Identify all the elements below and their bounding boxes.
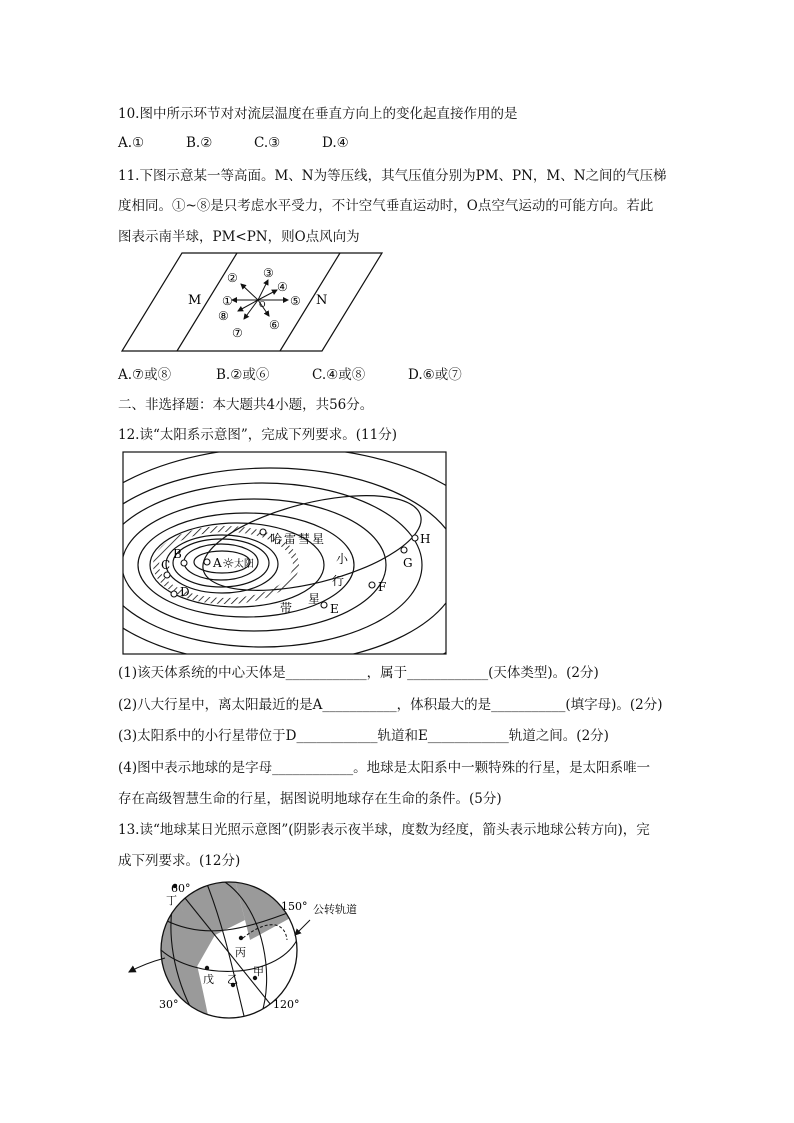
planet-c bbox=[164, 572, 170, 578]
q11-option-d: D.⑥或⑦ bbox=[408, 367, 462, 383]
arrow-label-8: ⑧ bbox=[218, 309, 229, 323]
point-yi-label: 乙 bbox=[227, 973, 238, 986]
q12-part3: (3)太阳系中的小行星带位于D____________轨道和E____________轨道之间。(2分) bbox=[118, 728, 609, 744]
q12-part4-line2: 存在高级智慧生命的行星，据图说明地球存在生命的条件。(5分) bbox=[118, 791, 502, 807]
revolution-arrow bbox=[129, 958, 165, 972]
q10-option-a: A.① bbox=[118, 135, 145, 151]
q11-stem-line1: 11.下图示意某一等高面。M、N为等压线，其气压值分别为PM、PN，M、N之间的气压梯 bbox=[118, 168, 667, 184]
planet-h bbox=[412, 535, 418, 541]
planet-g-label: G bbox=[403, 556, 413, 570]
arrow-label-7: ⑦ bbox=[232, 326, 243, 340]
belt-char-2: 行 bbox=[332, 574, 345, 588]
q11-stem-line3: 图表示南半球，PM<PN，则O点风向为 bbox=[118, 229, 360, 245]
arrow-label-4: ④ bbox=[277, 280, 288, 294]
planet-d-label: D bbox=[180, 585, 190, 599]
arrow-label-1: ① bbox=[222, 294, 233, 308]
orbit-pointer-arrow bbox=[295, 920, 310, 935]
planet-f bbox=[369, 582, 375, 588]
isobar-m-label: M bbox=[188, 293, 202, 308]
orbit-label: 公转轨道 bbox=[313, 903, 357, 916]
point-o-label: O bbox=[259, 300, 266, 309]
planet-b bbox=[181, 560, 187, 566]
q11-option-b: B.②或⑥ bbox=[216, 367, 270, 383]
arrow-7 bbox=[244, 300, 258, 319]
arrow-8 bbox=[238, 300, 258, 311]
sun-label: 太阳 bbox=[234, 559, 254, 570]
isobar-figure bbox=[120, 250, 385, 355]
q10-options bbox=[118, 134, 349, 152]
planet-b-label: B bbox=[173, 547, 182, 561]
comet-label: 哈雷彗星 bbox=[270, 532, 327, 546]
solar-system-figure bbox=[122, 451, 448, 656]
sun-icon: ☼ bbox=[222, 556, 235, 572]
lon-120-label: 120° bbox=[273, 998, 300, 1011]
lon-60-label: 60° bbox=[171, 882, 191, 895]
q12-part2: (2)八大行星中，离太阳最近的是A___________，体积最大的是___________(填字母)。(2分) bbox=[118, 697, 663, 713]
plane-parallelogram bbox=[122, 253, 382, 351]
planet-e bbox=[321, 602, 327, 608]
q10-option-b: B.② bbox=[186, 135, 213, 151]
point-jia-label: 甲 bbox=[253, 965, 264, 978]
planet-g bbox=[401, 547, 407, 553]
planet-e-label: E bbox=[330, 602, 339, 616]
planet-c-label: C bbox=[161, 558, 171, 572]
q11-stem-line2: 度相同。①~⑧是只考虑水平受力，不计空气垂直运动时，O点空气运动的可能方向。若此 bbox=[118, 198, 654, 214]
q12-stem: 12.读“太阳系示意图”，完成下列要求。(11分) bbox=[118, 427, 397, 443]
point-wu bbox=[205, 966, 209, 970]
earth-illumination-figure bbox=[125, 880, 365, 1020]
arrow-label-3: ③ bbox=[263, 266, 274, 280]
q13-stem-line2: 成下列要求。(12分) bbox=[118, 853, 241, 869]
planet-a-label: A bbox=[213, 556, 222, 570]
q13-stem-line1: 13.读“地球某日光照示意图”(阴影表示夜半球，度数为经度，箭头表示地球公转方向)，完 bbox=[118, 822, 650, 838]
q10-option-c: C.③ bbox=[254, 135, 281, 151]
planet-f-label: F bbox=[378, 580, 387, 594]
q11-options bbox=[118, 366, 462, 384]
point-wu-label: 戊 bbox=[203, 973, 214, 986]
point-bing-label: 丙 bbox=[235, 946, 246, 959]
planet-h-label: H bbox=[420, 532, 431, 546]
isobar-n-label: N bbox=[316, 293, 328, 308]
comet-marker bbox=[260, 529, 266, 535]
belt-char-3: 星 bbox=[308, 592, 321, 606]
belt-char-4: 带 bbox=[280, 601, 293, 615]
q12-part4-line1: (4)图中表示地球的是字母____________。地球是太阳系中一颗特殊的行星，是太阳系唯一 bbox=[118, 760, 651, 776]
lon-150-label: 150° bbox=[281, 900, 308, 913]
q12-part1: (1)该天体系统的中心天体是____________，属于____________(天体类型)。(2分) bbox=[118, 665, 599, 681]
q10-option-d: D.④ bbox=[322, 135, 349, 151]
belt-char-1: 小 bbox=[336, 552, 349, 566]
point-bing bbox=[239, 936, 243, 940]
arrow-label-5: ⑤ bbox=[290, 294, 301, 308]
lon-30-label: 30° bbox=[159, 998, 179, 1011]
point-ding-label: 丁 bbox=[166, 894, 177, 907]
arrow-label-6: ⑥ bbox=[269, 318, 280, 332]
planet-a bbox=[204, 559, 210, 565]
q10-stem: 10.图中所示环节对对流层温度在垂直方向上的变化起直接作用的是 bbox=[118, 106, 518, 122]
q11-option-c: C.④或⑧ bbox=[312, 367, 366, 383]
arrow-label-2: ② bbox=[227, 271, 238, 285]
q11-option-a: A.⑦或⑧ bbox=[118, 367, 172, 383]
section-2-heading: 二、非选择题：本大题共4小题，共56分。 bbox=[118, 397, 374, 413]
arrow-2 bbox=[241, 284, 258, 300]
planet-d bbox=[171, 591, 177, 597]
